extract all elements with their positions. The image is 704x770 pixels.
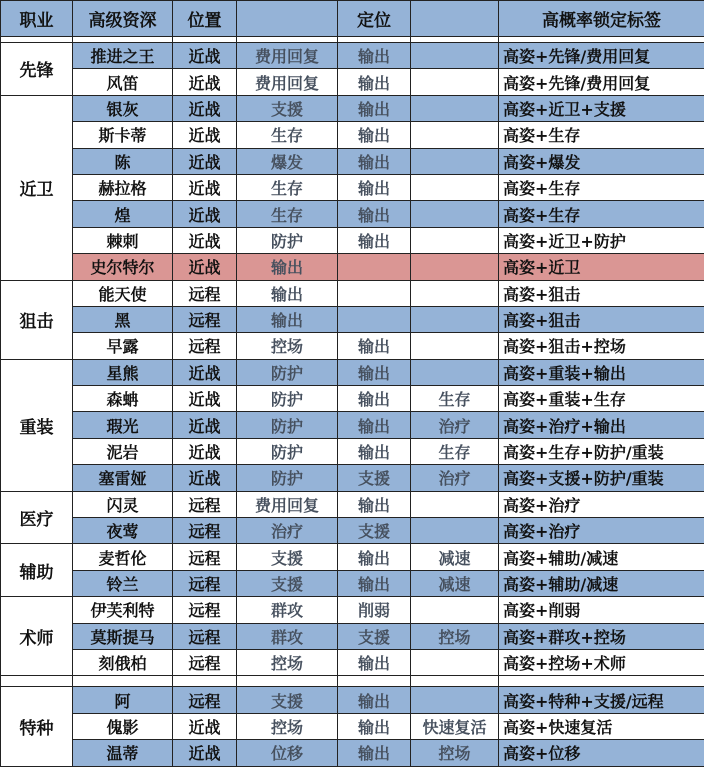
role-tag-2-cell: 输出	[338, 740, 411, 766]
position-cell: 近战	[173, 174, 237, 200]
role-tag-3-cell	[411, 491, 499, 517]
role-tag-1-cell: 费用回复	[237, 43, 338, 69]
operator-name-cell: 棘刺	[73, 227, 173, 253]
role-tag-1-cell: 防护	[237, 227, 338, 253]
table-row	[1, 518, 704, 544]
position-cell: 近战	[173, 43, 237, 69]
header-blank-1	[237, 1, 338, 37]
operator-name-cell: 刻俄柏	[73, 649, 173, 675]
role-tag-1-cell: 防护	[237, 465, 338, 491]
position-cell: 远程	[173, 333, 237, 359]
header-class: 职业	[1, 1, 73, 37]
role-tag-2-cell: 输出	[338, 174, 411, 200]
table-row	[1, 623, 704, 649]
operator-name-cell: 史尔特尔	[73, 254, 173, 280]
role-tag-2-cell: 输出	[338, 544, 411, 570]
role-tag-1-cell: 群攻	[237, 597, 338, 623]
position-cell: 近战	[173, 438, 237, 464]
header-position: 位置	[173, 1, 237, 37]
recommended-tags-cell: 高姿+生存	[499, 122, 704, 148]
spacer-cell	[411, 676, 499, 687]
table-row	[1, 491, 704, 517]
role-tag-3-cell	[411, 201, 499, 227]
recommended-tags-cell: 高姿+位移	[499, 740, 704, 766]
position-cell: 近战	[173, 465, 237, 491]
role-tag-3-cell: 生存	[411, 386, 499, 412]
role-tag-3-cell	[411, 280, 499, 306]
role-tag-2-cell	[338, 254, 411, 280]
operator-name-cell: 星熊	[73, 359, 173, 385]
spacer-cell	[1, 676, 73, 687]
recommended-tags-cell: 高姿+治疗+输出	[499, 412, 704, 438]
position-cell: 远程	[173, 623, 237, 649]
position-cell: 远程	[173, 687, 237, 713]
recommended-tags-cell: 高姿+重装+生存	[499, 386, 704, 412]
role-tag-3-cell	[411, 687, 499, 713]
role-tag-2-cell: 削弱	[338, 597, 411, 623]
position-cell: 近战	[173, 95, 237, 121]
role-tag-3-cell	[411, 518, 499, 544]
position-cell: 远程	[173, 306, 237, 332]
operator-name-cell: 森蚺	[73, 386, 173, 412]
recommended-tags-cell: 高姿+支援+防护/重装	[499, 465, 704, 491]
operator-name-cell: 闪灵	[73, 491, 173, 517]
role-tag-2-cell: 输出	[338, 333, 411, 359]
role-tag-3-cell: 生存	[411, 438, 499, 464]
role-tag-3-cell	[411, 69, 499, 95]
recommended-tags-cell: 高姿+重装+输出	[499, 359, 704, 385]
table-row	[1, 201, 704, 227]
role-tag-2-cell: 输出	[338, 148, 411, 174]
recommended-tags-cell: 高姿+控场+术师	[499, 649, 704, 675]
table-row	[1, 95, 704, 121]
class-cell: 术师	[1, 597, 73, 676]
role-tag-1-cell: 支援	[237, 544, 338, 570]
operator-name-cell: 瑕光	[73, 412, 173, 438]
operator-name-cell: 泥岩	[73, 438, 173, 464]
spacer-cell	[173, 676, 237, 687]
recommended-tags-cell: 高姿+生存+防护/重装	[499, 438, 704, 464]
operator-name-cell: 赫拉格	[73, 174, 173, 200]
operator-name-cell: 莫斯提马	[73, 623, 173, 649]
operator-name-cell: 银灰	[73, 95, 173, 121]
role-tag-2-cell	[338, 280, 411, 306]
recommended-tags-cell: 高姿+近卫+防护	[499, 227, 704, 253]
position-cell: 远程	[173, 649, 237, 675]
role-tag-1-cell: 支援	[237, 570, 338, 596]
table-row	[1, 649, 704, 675]
role-tag-1-cell: 防护	[237, 412, 338, 438]
role-tag-3-cell: 减速	[411, 570, 499, 596]
role-tag-2-cell: 输出	[338, 122, 411, 148]
operator-name-cell: 阿	[73, 687, 173, 713]
recommended-tags-cell: 高姿+特种+支援/远程	[499, 687, 704, 713]
position-cell: 近战	[173, 69, 237, 95]
class-cell: 狙击	[1, 280, 73, 359]
role-tag-1-cell: 输出	[237, 306, 338, 332]
table-row	[1, 570, 704, 596]
role-tag-2-cell: 输出	[338, 570, 411, 596]
position-cell: 近战	[173, 148, 237, 174]
recommended-tags-cell: 高姿+群攻+控场	[499, 623, 704, 649]
table-row	[1, 306, 704, 332]
table-row	[1, 254, 704, 280]
role-tag-2-cell: 输出	[338, 438, 411, 464]
recommended-tags-cell: 高姿+削弱	[499, 597, 704, 623]
table-row	[1, 174, 704, 200]
table-row	[1, 359, 704, 385]
role-tag-1-cell: 输出	[237, 280, 338, 306]
operator-name-cell: 塞雷娅	[73, 465, 173, 491]
position-cell: 近战	[173, 386, 237, 412]
recommended-tags-cell: 高姿+近卫+支援	[499, 95, 704, 121]
role-tag-1-cell: 防护	[237, 359, 338, 385]
role-tag-2-cell: 输出	[338, 412, 411, 438]
role-tag-1-cell: 生存	[237, 122, 338, 148]
class-cell: 重装	[1, 359, 73, 491]
table-row	[1, 544, 704, 570]
role-tag-1-cell: 爆发	[237, 148, 338, 174]
role-tag-1-cell: 费用回复	[237, 491, 338, 517]
operator-name-cell: 温蒂	[73, 740, 173, 766]
position-cell: 近战	[173, 713, 237, 739]
role-tag-3-cell: 控场	[411, 740, 499, 766]
role-tag-3-cell	[411, 306, 499, 332]
role-tag-1-cell: 生存	[237, 201, 338, 227]
role-tag-2-cell: 输出	[338, 43, 411, 69]
role-tag-3-cell	[411, 649, 499, 675]
recommended-tags-cell: 高姿+生存	[499, 201, 704, 227]
position-cell: 近战	[173, 122, 237, 148]
position-cell: 远程	[173, 280, 237, 306]
role-tag-3-cell	[411, 359, 499, 385]
class-cell: 特种	[1, 687, 73, 766]
table-row	[1, 122, 704, 148]
role-tag-1-cell: 控场	[237, 713, 338, 739]
operator-name-cell: 铃兰	[73, 570, 173, 596]
position-cell: 近战	[173, 412, 237, 438]
table-row	[1, 148, 704, 174]
operator-name-cell: 煌	[73, 201, 173, 227]
table-row	[1, 687, 704, 713]
recommended-tags-cell: 高姿+先锋/费用回复	[499, 69, 704, 95]
operator-name-cell: 斯卡蒂	[73, 122, 173, 148]
role-tag-2-cell: 输出	[338, 95, 411, 121]
recommended-tags-cell: 高姿+狙击+控场	[499, 333, 704, 359]
table-row	[1, 597, 704, 623]
header-tags: 高概率锁定标签	[499, 1, 704, 37]
spacer-cell	[499, 676, 704, 687]
recommended-tags-cell: 高姿+狙击	[499, 306, 704, 332]
recommended-tags-cell: 高姿+治疗	[499, 518, 704, 544]
role-tag-2-cell: 支援	[338, 518, 411, 544]
class-cell: 近卫	[1, 95, 73, 280]
position-cell: 远程	[173, 518, 237, 544]
table-row	[1, 333, 704, 359]
operator-name-cell: 麦哲伦	[73, 544, 173, 570]
role-tag-2-cell	[338, 306, 411, 332]
operator-name-cell: 陈	[73, 148, 173, 174]
role-tag-2-cell: 输出	[338, 386, 411, 412]
role-tag-2-cell: 支援	[338, 465, 411, 491]
header-blank-2	[411, 1, 499, 37]
role-tag-2-cell: 输出	[338, 201, 411, 227]
table-row	[1, 740, 704, 766]
position-cell: 远程	[173, 597, 237, 623]
role-tag-3-cell	[411, 43, 499, 69]
header-operator: 高级资深	[73, 1, 173, 37]
role-tag-3-cell: 治疗	[411, 465, 499, 491]
operator-name-cell: 能天使	[73, 280, 173, 306]
table-row	[1, 386, 704, 412]
role-tag-1-cell: 控场	[237, 649, 338, 675]
spacer-row	[1, 676, 704, 687]
role-tag-1-cell: 位移	[237, 740, 338, 766]
role-tag-2-cell: 输出	[338, 359, 411, 385]
table-row	[1, 438, 704, 464]
class-cell: 先锋	[1, 43, 73, 96]
table-row	[1, 280, 704, 306]
spacer-cell	[338, 676, 411, 687]
position-cell: 近战	[173, 227, 237, 253]
role-tag-1-cell: 支援	[237, 687, 338, 713]
operator-name-cell: 风笛	[73, 69, 173, 95]
table-row	[1, 43, 704, 69]
position-cell: 近战	[173, 740, 237, 766]
spacer-cell	[73, 676, 173, 687]
role-tag-2-cell: 输出	[338, 649, 411, 675]
position-cell: 近战	[173, 254, 237, 280]
class-cell: 辅助	[1, 544, 73, 597]
table-row	[1, 713, 704, 739]
role-tag-1-cell: 防护	[237, 386, 338, 412]
recommended-tags-cell: 高姿+治疗	[499, 491, 704, 517]
role-tag-1-cell: 群攻	[237, 623, 338, 649]
role-tag-3-cell: 治疗	[411, 412, 499, 438]
operator-name-cell: 夜莺	[73, 518, 173, 544]
role-tag-3-cell	[411, 254, 499, 280]
recommended-tags-cell: 高姿+快速复活	[499, 713, 704, 739]
role-tag-2-cell: 输出	[338, 227, 411, 253]
role-tag-3-cell	[411, 333, 499, 359]
recommended-tags-cell: 高姿+辅助/减速	[499, 544, 704, 570]
recommended-tags-cell: 高姿+辅助/减速	[499, 570, 704, 596]
role-tag-2-cell: 输出	[338, 69, 411, 95]
role-tag-2-cell: 支援	[338, 623, 411, 649]
role-tag-1-cell: 防护	[237, 438, 338, 464]
table-row	[1, 465, 704, 491]
operator-name-cell: 伊芙利特	[73, 597, 173, 623]
role-tag-1-cell: 费用回复	[237, 69, 338, 95]
role-tag-1-cell: 支援	[237, 95, 338, 121]
header-row	[1, 1, 704, 37]
role-tag-3-cell: 减速	[411, 544, 499, 570]
operator-name-cell: 早露	[73, 333, 173, 359]
role-tag-3-cell: 控场	[411, 623, 499, 649]
recommended-tags-cell: 高姿+爆发	[499, 148, 704, 174]
recommended-tags-cell: 高姿+狙击	[499, 280, 704, 306]
operator-name-cell: 黑	[73, 306, 173, 332]
role-tag-1-cell: 治疗	[237, 518, 338, 544]
class-cell: 医疗	[1, 491, 73, 544]
header-role: 定位	[338, 1, 411, 37]
role-tag-2-cell: 输出	[338, 713, 411, 739]
table-row	[1, 69, 704, 95]
role-tag-3-cell	[411, 597, 499, 623]
role-tag-2-cell: 输出	[338, 687, 411, 713]
role-tag-2-cell: 输出	[338, 491, 411, 517]
recommended-tags-cell: 高姿+先锋/费用回复	[499, 43, 704, 69]
position-cell: 近战	[173, 201, 237, 227]
position-cell: 近战	[173, 359, 237, 385]
spacer-cell	[237, 676, 338, 687]
position-cell: 远程	[173, 491, 237, 517]
role-tag-1-cell: 输出	[237, 254, 338, 280]
role-tag-3-cell: 快速复活	[411, 713, 499, 739]
table-row	[1, 412, 704, 438]
role-tag-1-cell: 控场	[237, 333, 338, 359]
position-cell: 远程	[173, 544, 237, 570]
role-tag-3-cell	[411, 174, 499, 200]
position-cell: 远程	[173, 570, 237, 596]
recommended-tags-cell: 高姿+近卫	[499, 254, 704, 280]
role-tag-3-cell	[411, 227, 499, 253]
role-tag-3-cell	[411, 148, 499, 174]
role-tag-3-cell	[411, 122, 499, 148]
operator-name-cell: 推进之王	[73, 43, 173, 69]
recommended-tags-cell: 高姿+生存	[499, 174, 704, 200]
role-tag-1-cell: 生存	[237, 174, 338, 200]
table-row	[1, 227, 704, 253]
role-tag-3-cell	[411, 95, 499, 121]
operator-name-cell: 傀影	[73, 713, 173, 739]
